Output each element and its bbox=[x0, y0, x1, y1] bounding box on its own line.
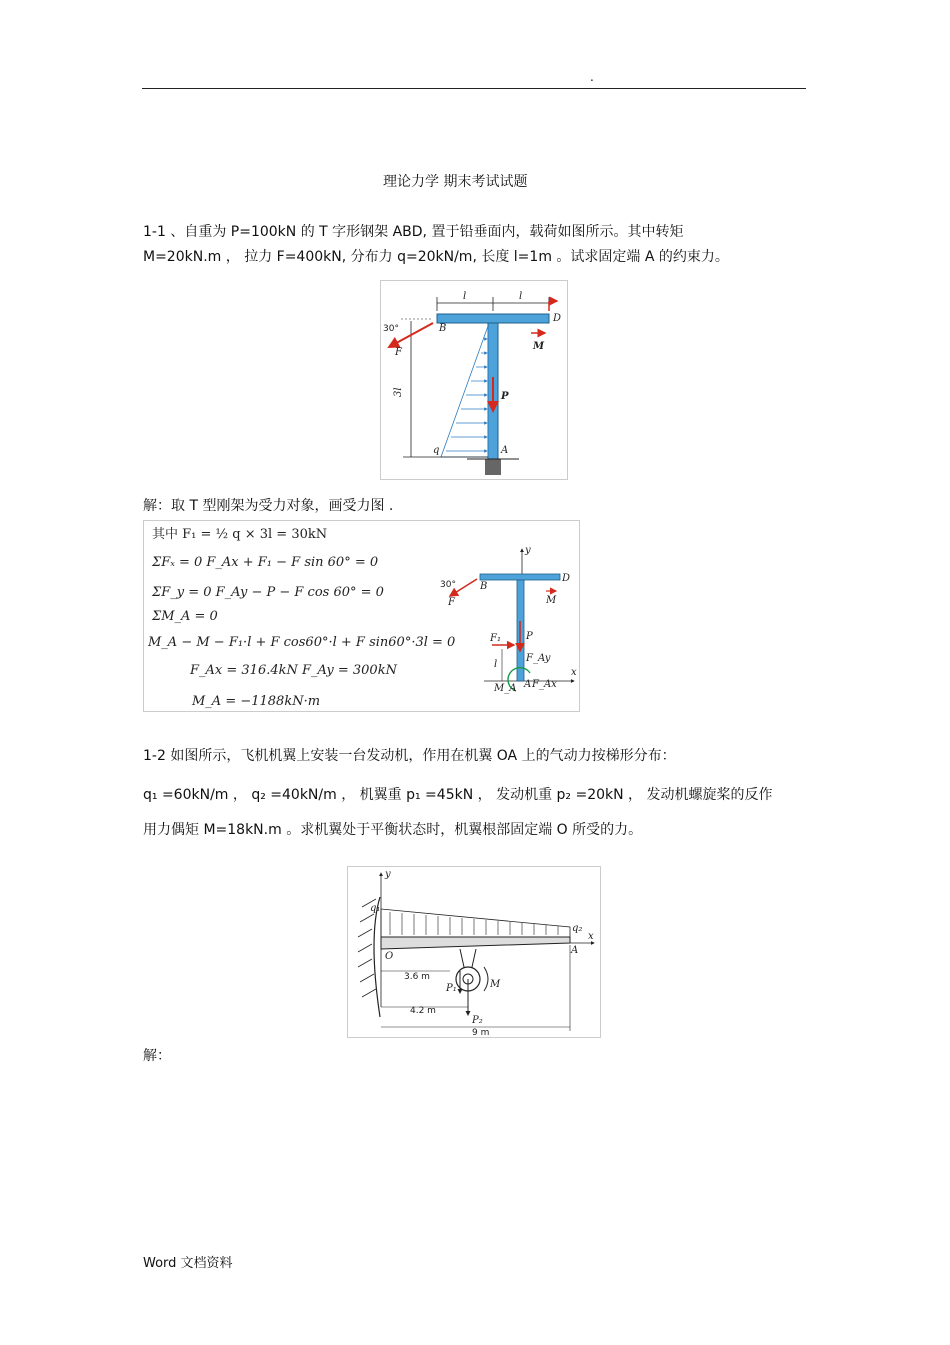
fbd-Fay: F_Ay bbox=[526, 653, 551, 664]
dim-l1: l bbox=[463, 291, 467, 302]
label-q: q bbox=[433, 445, 440, 456]
fbd-F: F bbox=[448, 597, 455, 608]
figure-t-frame bbox=[380, 280, 568, 480]
fbd-D: D bbox=[562, 573, 571, 584]
wing-x: x bbox=[588, 931, 594, 942]
eq-line-7: M_A = −1188kN·m bbox=[192, 694, 321, 709]
wing-dim1: 3.6 m bbox=[404, 972, 430, 982]
problem2-line3: 用力偶矩 M=18kN.m 。求机翼处于平衡状态时，机翼根部固定端 O 所受的力。 bbox=[143, 822, 643, 838]
fbd-x: x bbox=[571, 667, 577, 678]
wing-dim3: 9 m bbox=[472, 1028, 490, 1038]
dim-l2: l bbox=[519, 291, 523, 302]
wing-y: y bbox=[385, 869, 391, 880]
solution1-intro: 解：取 T 型刚架为受力对象，画受力图 . bbox=[143, 498, 394, 514]
fbd-l: l bbox=[494, 659, 498, 670]
fbd-M: M bbox=[546, 595, 557, 606]
angle-30: 30° bbox=[383, 324, 399, 334]
wing-M: M bbox=[490, 979, 501, 990]
wing-P2: P₂ bbox=[472, 1015, 483, 1026]
footer: Word 文档资料 bbox=[143, 1256, 233, 1271]
label-F: F bbox=[395, 347, 402, 358]
fbd-angle: 30° bbox=[440, 580, 456, 590]
figure-solution1 bbox=[143, 520, 580, 712]
wing-O: O bbox=[385, 951, 394, 962]
wing-A: A bbox=[571, 945, 579, 956]
solution2-intro: 解： bbox=[143, 1048, 171, 1064]
wing-q2: q₂ bbox=[572, 923, 583, 934]
header-dot: . bbox=[590, 70, 594, 84]
header-rule bbox=[142, 88, 806, 89]
label-D: D bbox=[553, 313, 562, 324]
problem1-line1: 1-1 、自重为 P=100kN 的 T 字形钢架 ABD, 置于铅垂面内，载荷如图所示。其中转矩 bbox=[143, 224, 684, 240]
page-title: 理论力学 期末考试试题 bbox=[383, 174, 528, 190]
label-M: M bbox=[533, 341, 545, 352]
fbd-A: A bbox=[524, 679, 532, 690]
fbd-Fax: F_Ax bbox=[532, 679, 557, 690]
label-B: B bbox=[439, 323, 447, 334]
fbd-P: P bbox=[526, 631, 533, 642]
eq-line-1: 其中 F₁ = ½ q × 3l = 30kN bbox=[152, 527, 328, 542]
eq-line-5: M_A − M − F₁·l + F cos60°·l + F sin60°·3l = 0 bbox=[148, 635, 456, 650]
problem2-line1: 1-2 如图所示，飞机机翼上安装一台发动机，作用在机翼 OA 上的气动力按梯形分布： bbox=[143, 748, 676, 764]
eq-line-3: ΣF_y = 0 F_Ay − P − F cos 60° = 0 bbox=[152, 585, 384, 600]
eq-line-4: ΣM_A = 0 bbox=[152, 609, 218, 624]
eq-line-2: ΣFₓ = 0 F_Ax + F₁ − F sin 60° = 0 bbox=[152, 555, 379, 570]
dim-3l: 3l bbox=[393, 387, 404, 397]
label-P: P bbox=[501, 391, 509, 402]
problem2-line2: q₁ =60kN/m ， q₂ =40kN/m ， 机翼重 p₁ =45kN ， 发动机重 p₂ =20kN ， 发动机螺旋桨的反作 bbox=[143, 787, 773, 803]
fbd-MA: M_A bbox=[494, 683, 517, 694]
problem1-line2: M=20kN.m ， 拉力 F=400kN, 分布力 q=20kN/m, 长度 l=1m 。试求固定端 A 的约束力。 bbox=[143, 249, 729, 265]
label-A: A bbox=[501, 445, 509, 456]
eq-line-6: F_Ax = 316.4kN F_Ay = 300kN bbox=[190, 663, 397, 678]
wing-dim2: 4.2 m bbox=[410, 1006, 436, 1016]
fbd-y: y bbox=[525, 545, 531, 556]
wing-P1: P₁ bbox=[446, 983, 457, 994]
wing-q1: q₁ bbox=[370, 903, 381, 914]
figure-wing bbox=[347, 866, 601, 1038]
fbd-B: B bbox=[480, 581, 488, 592]
fbd-F1: F₁ bbox=[490, 633, 501, 644]
